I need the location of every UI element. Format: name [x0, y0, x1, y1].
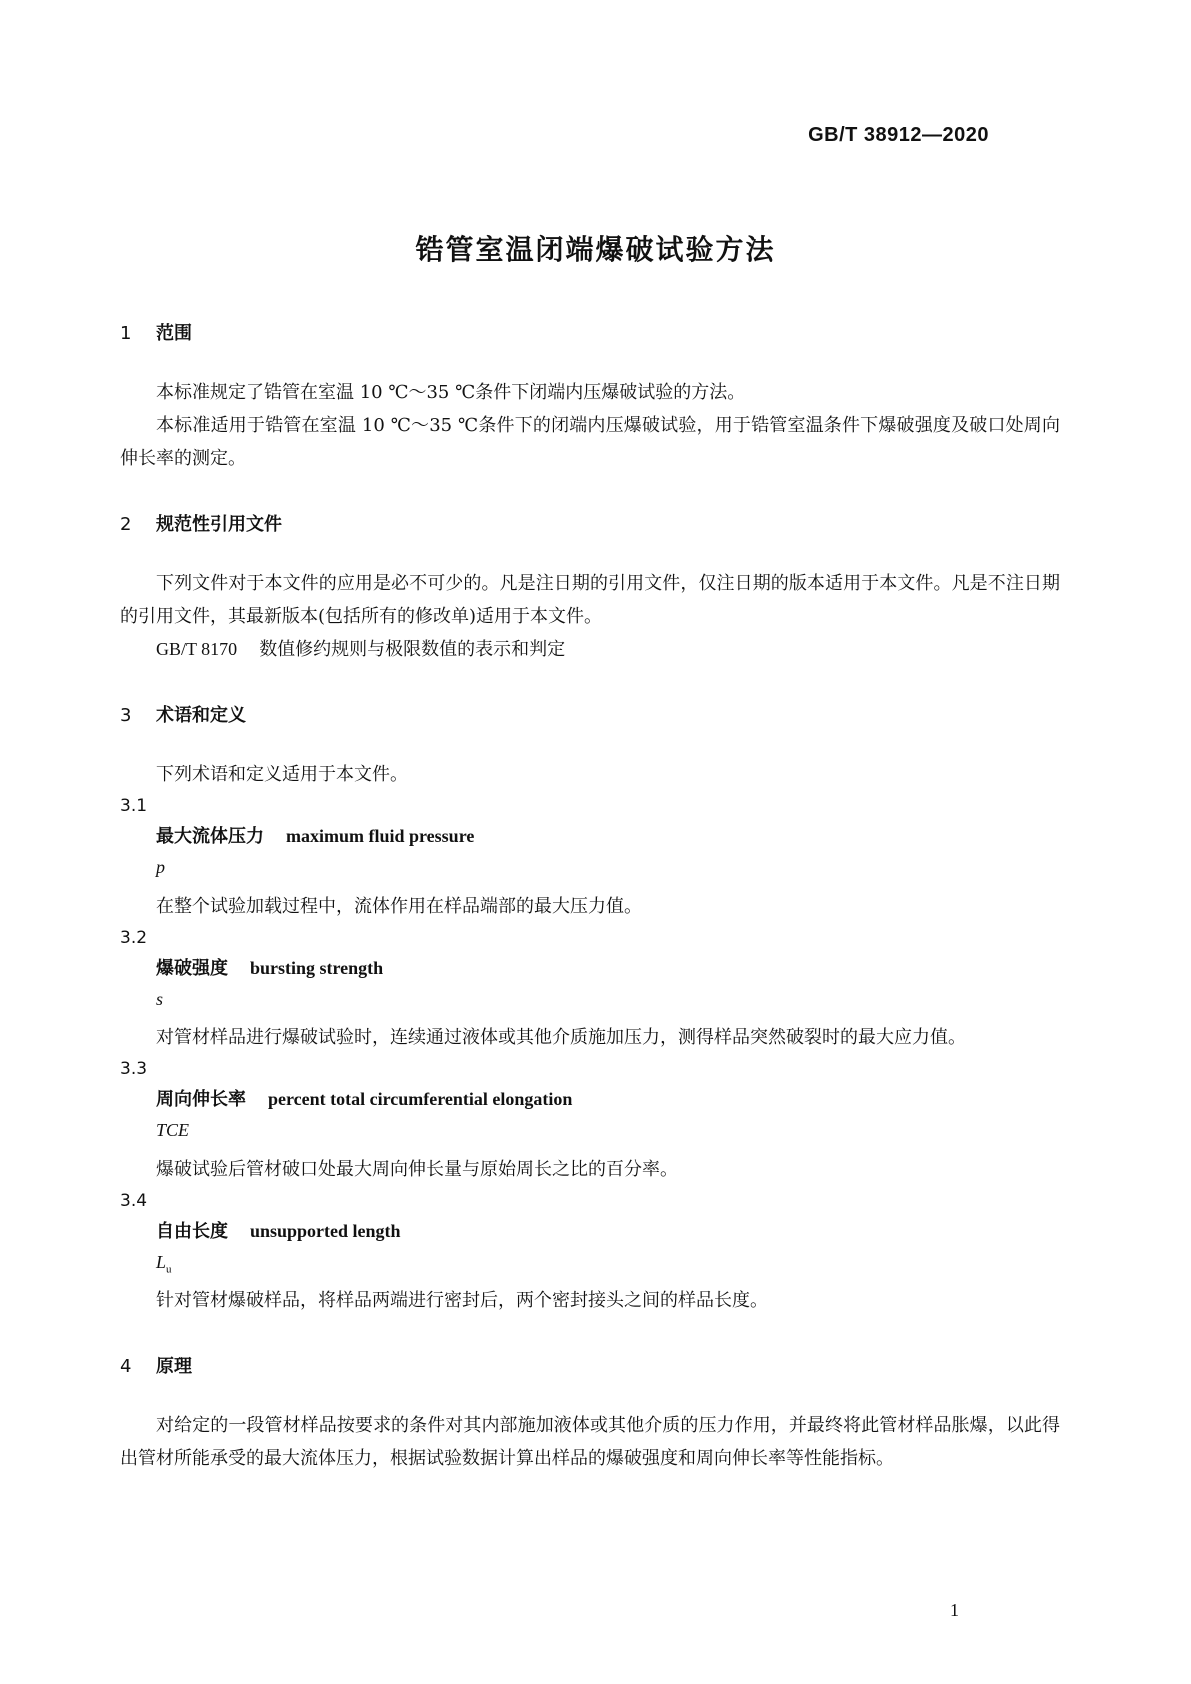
- term-zh: 最大流体压力: [156, 826, 264, 847]
- section-title: 范围: [156, 323, 192, 344]
- term-symbol: [156, 852, 1060, 890]
- paragraph: 对给定的一段管材样品按要求的条件对其内部施加液体或其他介质的压力作用，并最终将此管材样品胀爆，以此得出管材所能承受的最大流体压力，根据试验数据计算出样品的爆破强度和周向伸长率等性能指标。: [120, 1415, 1060, 1470]
- paragraph: 下列术语和定义适用于本文件。: [156, 764, 408, 785]
- section-heading-1: [120, 322, 1060, 346]
- term-title: [156, 953, 1060, 984]
- term-definition: 在整个试验加载过程中，流体作用在样品端部的最大压力值。: [156, 895, 642, 917]
- symbol-text: L: [156, 1251, 167, 1272]
- term-definition: 爆破试验后管材破口处最大周向伸长量与原始周长之比的百分率。: [156, 1158, 678, 1180]
- normative-reference: [156, 633, 1060, 666]
- section-title: 规范性引用文件: [156, 514, 282, 535]
- reference-title: 数值修约规则与极限数值的表示和判定: [259, 639, 566, 660]
- section-number: 2: [120, 514, 132, 535]
- section-title: 术语和定义: [156, 705, 246, 726]
- term-en: percent total circumferential elongation: [268, 1089, 573, 1110]
- term-definition: 针对管材爆破样品，将样品两端进行密封后，两个密封接头之间的样品长度。: [156, 1290, 768, 1312]
- reference-code: GB/T 8170: [156, 639, 238, 659]
- term-symbol: [156, 984, 1060, 1022]
- term-en: unsupported length: [250, 1220, 401, 1241]
- term-zh: 周向伸长率: [156, 1089, 246, 1111]
- term-zh: 自由长度: [156, 1220, 228, 1242]
- term-zh: 爆破强度: [156, 957, 228, 979]
- document-body: [120, 323, 1060, 1475]
- section-heading-2: [120, 513, 1060, 537]
- term-number: 3.2: [120, 927, 148, 948]
- term-symbol: [156, 1247, 1060, 1285]
- symbol-text: s: [156, 988, 164, 1009]
- term-definition: 对管材样品进行爆破试验时，连续通过液体或其他介质施加压力，测得样品突然破裂时的最大应力值。: [156, 1027, 966, 1049]
- section-number: 3: [120, 705, 132, 726]
- symbol-text: TCE: [156, 1120, 190, 1141]
- term-en: maximum fluid pressure: [286, 826, 475, 846]
- term-title: [156, 821, 1060, 852]
- paragraph: 本标准规定了锆管在室温 10 ℃～35 ℃条件下闭端内压爆破试验的方法。: [156, 382, 746, 403]
- term-en: bursting strength: [250, 957, 384, 978]
- section-number: 1: [120, 323, 132, 344]
- page-number: 1: [950, 1600, 959, 1620]
- page-title: 锆管室温闭端爆破试验方法: [415, 233, 776, 266]
- term-number: 3.3: [120, 1059, 148, 1080]
- paragraph: 下列文件对于本文件的应用是必不可少的。凡是注日期的引用文件，仅注日期的版本适用于本文件。凡是不注日期的引用文件，其最新版本(包括所有的修改单)适用于本文件。: [120, 573, 1060, 627]
- section-title: 原理: [156, 1356, 192, 1378]
- section-heading-4: [120, 1355, 1060, 1379]
- term-title: [156, 1216, 1060, 1247]
- paragraph: 本标准适用于锆管在室温 10 ℃～35 ℃条件下的闭端内压爆破试验，用于锆管室温条件下爆破强度及破口处周向伸长率的测定。: [120, 415, 1060, 469]
- section-number: 4: [120, 1356, 132, 1378]
- section-heading-3: [120, 704, 1060, 728]
- symbol-subscript: u: [166, 1263, 172, 1276]
- symbol-text: p: [156, 857, 165, 877]
- term-number: 3.4: [120, 1190, 148, 1211]
- term-symbol: [156, 1115, 1060, 1153]
- document-code: GB/T 38912—2020: [808, 124, 989, 146]
- term-number: 3.1: [120, 796, 148, 816]
- term-title: [156, 1084, 1060, 1115]
